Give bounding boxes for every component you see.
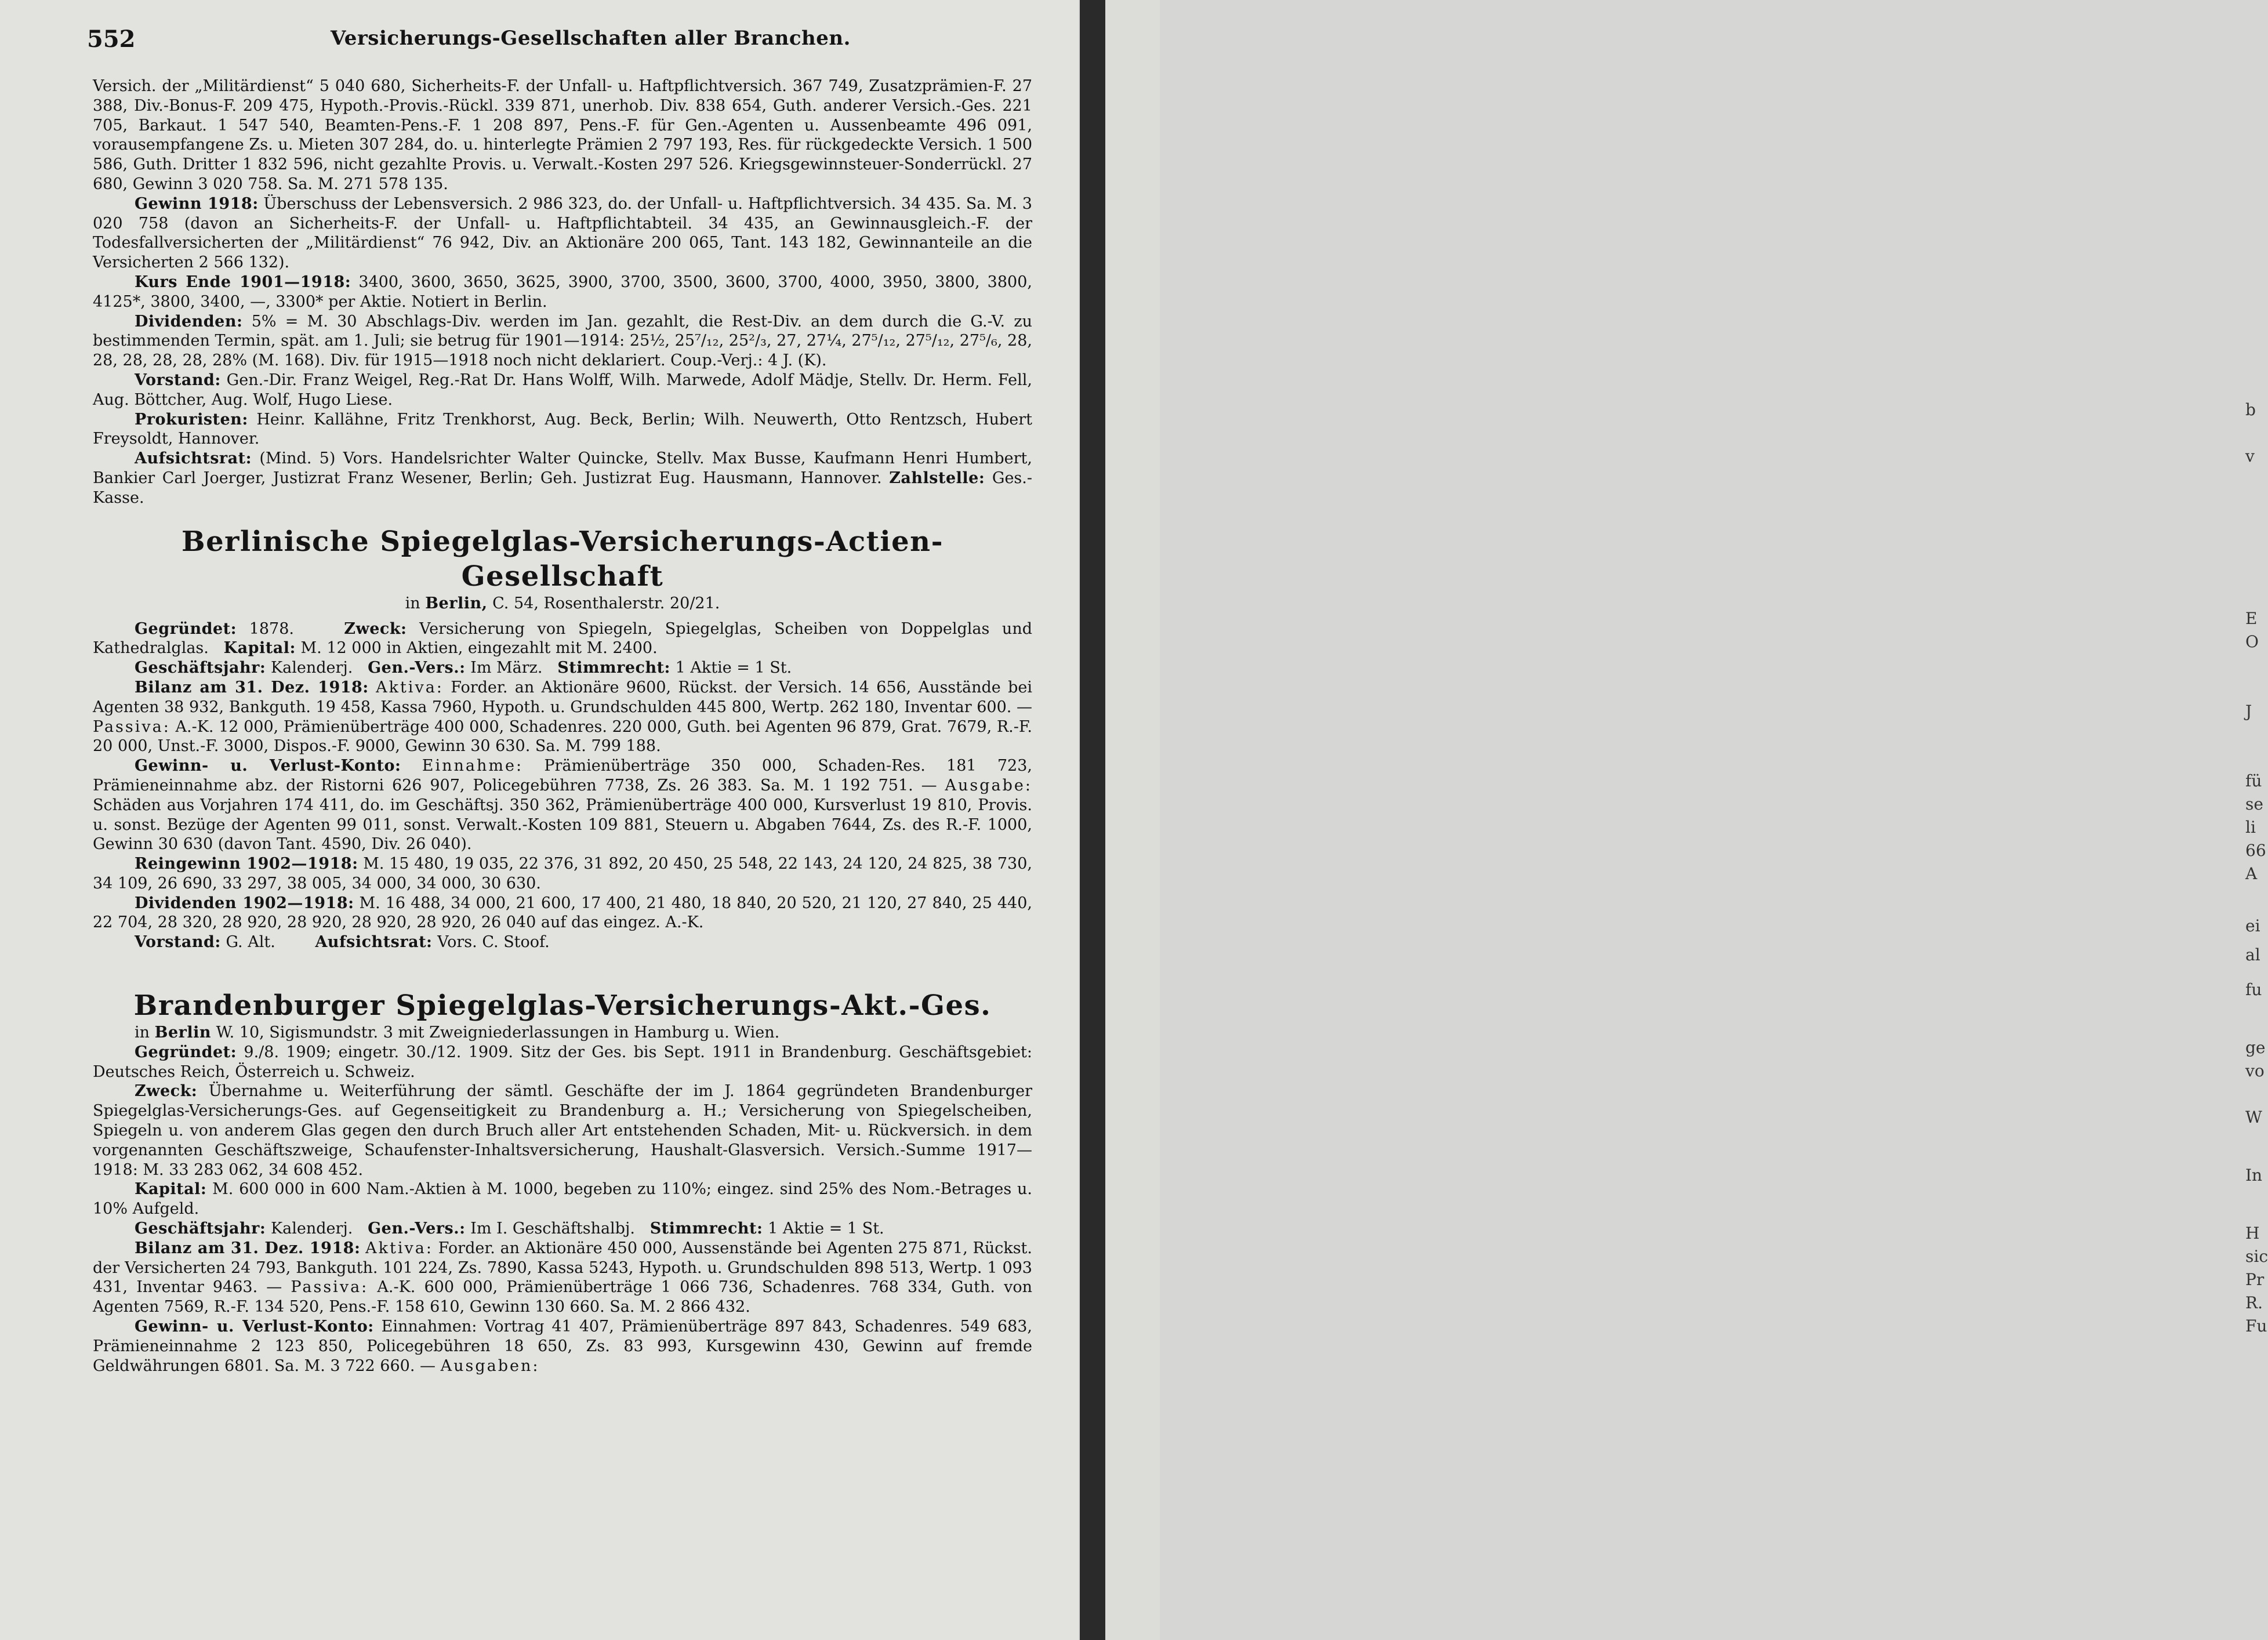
gewinn-label: Gewinn 1918: (135, 194, 259, 213)
adjacent-page-fragment: al (2245, 945, 2260, 964)
brandenburger-kapital: Kapital: M. 600 000 in 600 Nam.-Aktien à M. 1000, begeben zu 110%; eingez. sind 25% des Nom.-Betrages u. 10% Aufgeld. (93, 1180, 1032, 1218)
carryover-balance: Versich. der „Militärdienst“ 5 040 680, Sicherheits-F. der Unfall- u. Haftpflichtversich. 367 749, Zusatzprämien-F. 27 388, Div.-Bonus-F. 209 475, Hypoth.-Provis.-Rückl. 339 871, unerhob. Div. 838 654, Guth. anderer Versich.-Ges. 221 705, Barkaut. 1 547 540, Beamten-Pens.-F. 1 208 897, Pens.-F. für Gen.-Agenten u. Aussenbeamte 496 091, vorausempfangene Zs. u. Mieten 307 284, do. u. hinterlegte Prämien 2 797 193, Res. für rückgedeckte Versich. 1 500 586, Guth. Dritter 1 832 596, nicht gezahlte Provis. u. Verwalt.-Kosten 297 526. Kriegsgewinnsteuer-Sonderrückl. 27 680, Gewinn 3 020 758. Sa. M. 271 578 135. (93, 77, 1032, 193)
dividenden-label: Dividenden: (135, 312, 243, 331)
aufsichtsrat-label: Aufsichtsrat: (135, 449, 252, 468)
adjacent-page-fragment: b (2245, 400, 2256, 419)
adjacent-page-fragment: Fu (2245, 1316, 2267, 1336)
berlinische-location: in Berlin, C. 54, Rosenthalerstr. 20/21. (405, 594, 720, 612)
carryover-prokuristen: Prokuristen: Heinr. Kallähne, Fritz Trenkhorst, Aug. Beck, Berlin; Wilh. Neuwerth, Otto Rentzsch, Hubert Freysoldt, Hannover. (93, 410, 1032, 448)
berlinische-gegruendet: Gegründet: 1878. Zweck: Versicherung von Spiegeln, Spiegelglas, Scheiben von Doppelglas und Kathedralglas. Kapital: M. 12 000 in Aktien, eingezahlt mit M. 2400. (93, 619, 1032, 658)
document-page (0, 0, 1079, 1640)
zahlstelle-label: Zahlstelle: (889, 469, 985, 487)
adjacent-page-fragment: se (2245, 794, 2263, 814)
adjacent-page-fragment: In (2245, 1166, 2263, 1185)
running-title: Versicherungs-Gesellschaften aller Branchen. (331, 27, 851, 50)
adjacent-page-fragment: R. (2245, 1293, 2263, 1312)
page-header (87, 22, 1026, 57)
section-title-brandenburger: Brandenburger Spiegelglas-Versicherungs-Akt.-Ges. (133, 989, 992, 1022)
brandenburger-bilanz: Bilanz am 31. Dez. 1918: Aktiva: Forder. an Aktionäre 450 000, Aussenstände bei Agenten 275 871, Rückst. der Versicherten 24 793, Bankguth. 101 224, Zs. 7890, Kassa 5243, Hypoth. u. Grundschulden 898 513, Wertp. 1 093 431, Inventar 9463. — Passiva: A.-K. 600 000, Prämienüberträge 1 066 736, Schadenres. 768 334, Guth. von Agenten 7569, R.-F. 134 520, Pens.-F. 158 610, Gewinn 130 660. Sa. M. 2 866 432. (93, 1239, 1032, 1316)
adjacent-page-fragment: W (2245, 1108, 2262, 1127)
vorstand-label: Vorstand: (135, 371, 221, 389)
brandenburger-guv: Gewinn- u. Verlust-Konto: Einnahmen: Vortrag 41 407, Prämienüberträge 897 843, Schadenres. 549 683, Prämieneinnahme 2 123 850, Policegebühren 18 650, Zs. 83 993, Kursgewinn 430, Gewinn auf fremde Geldwährungen 6801. Sa. M. 3 722 660. — Ausgaben: (93, 1318, 1033, 1375)
prokuristen-label: Prokuristen: (135, 410, 248, 429)
brandenburger-zweck: Zweck: Übernahme u. Weiterführung der sämtl. Geschäfte der im J. 1864 gegründeten Brandenburger Spiegelglas-Versicherungs-Ges. auf Gegenseitigkeit zu Brandenburg a. H.; Versicherung von Spiegelscheiben, Spiegeln u. von anderem Glas gegen den durch Bruch aller Art entstehenden Schaden, Mit- u. Rückversich. in dem vorgenannten Geschäftszweige, Schaufenster-Inhaltsversicherung, Haushalt-Glasversich. Versich.-Summe 1917—1918: M. 33 283 062, 34 608 452. (93, 1082, 1032, 1179)
adjacent-page-fragment: H (2245, 1224, 2260, 1243)
adjacent-page-fragment: ge (2245, 1038, 2266, 1057)
page-content (93, 77, 1032, 1376)
berlinische-dividenden: Dividenden 1902—1918: M. 16 488, 34 000, 21 600, 17 400, 21 480, 18 840, 20 520, 21 120, 27 840, 25 440, 22 704, 28 320, 28 920, 28 920, 28 920, 28 920, 26 040 auf das eingez. A.-K. (93, 894, 1032, 932)
adjacent-page-fragment: ei (2245, 916, 2260, 935)
carryover-gewinn: Gewinn 1918: Überschuss der Lebensversich. 2 986 323, do. der Unfall- u. Haftpflichtversich. 34 435. Sa. M. 3 020 758 (davon an Sicherheits-F. der Unfall- u. Haftpflichtabteil. 34 435, an Gewinnausgleich.-F. der Todesfallversicherten der „Militärdienst“ 76 942, Div. an Aktionäre 200 065, Tant. 143 182, Gewinnanteile an die Versicherten 2 566 132). (93, 194, 1032, 272)
berlinische-reingewinn: Reingewinn 1902—1918: M. 15 480, 19 035, 22 376, 31 892, 20 450, 25 548, 22 143, 24 120, 24 825, 38 730, 34 109, 26 690, 33 297, 38 005, 34 000, 34 000, 30 630. (93, 855, 1032, 892)
berlinische-guv: Gewinn- u. Verlust-Konto: Einnahme: Prämienüberträge 350 000, Schaden-Res. 181 723, Prämieneinnahme abz. der Ristorni 626 907, Policegebühren 7738, Zs. 26 383. Sa. M. 1 192 751. — Ausgabe: Schäden aus Vorjahren 174 411, do. im Geschäftsj. 350 362, Prämienüberträge 400 000, Kursverlust 19 810, Provis. u. sonst. Bezüge der Agenten 99 011, sonst. Verwalt.-Kosten 109 881, Steuern u. Abgaben 7644, Zs. des R.-F. 1000, Gewinn 30 630 (davon Tant. 4590, Div. 26 040). (93, 757, 1032, 854)
adjacent-page-fragment: Pr (2245, 1270, 2265, 1289)
adjacent-page-fragment: J (2245, 702, 2252, 721)
brandenburger-gegruendet: Gegründet: 9./8. 1909; eingetr. 30./12. 1909. Sitz der Ges. bis Sept. 1911 in Brandenburg. Geschäftsgebiet: Deutsches Reich, Österreich u. Schweiz. (93, 1043, 1032, 1081)
adjacent-page-fragment: v (2245, 447, 2255, 466)
brandenburger-location: in Berlin W. 10, Sigismundstr. 3 mit Zweigniederlassungen in Hamburg u. Wien. (135, 1024, 780, 1042)
adjacent-page-fragment: vo (2245, 1061, 2265, 1080)
adjacent-page-fragment: fu (2245, 980, 2262, 999)
adjacent-page-fragment: O (2245, 632, 2259, 651)
berlinische-vorstand: Vorstand: G. Alt. Aufsichtsrat: Vors. C. Stoof. (135, 933, 550, 952)
adjacent-page-fragment: sic (2245, 1247, 2268, 1266)
carryover-dividenden: Dividenden: 5% = M. 30 Abschlags-Div. werden im Jan. gezahlt, die Rest-Div. an dem durch die G.-V. zu bestimmenden Termin, spät. am 1. Juli; sie betrug für 1901—1914: 25½, 25⁷/₁₂, 25²/₃, 27, 27¼, 27⁵/₁₂, 27⁵/₁₂, 27⁵/₆, 28, 28, 28, 28, 28, 28% (M. 168). Div. für 1915—1918 noch nicht deklariert. Coup.-Verj.: 4 J. (K). (93, 312, 1032, 370)
adjacent-page-fragment: A (2245, 864, 2258, 883)
book-gutter (1080, 0, 1105, 1640)
brandenburger-geschaeftsjahr: Geschäftsjahr: Kalenderj. Gen.-Vers.: Im I. Geschäftshalbj. Stimmrecht: 1 Aktie = 1 St. (135, 1220, 884, 1238)
carryover-vorstand: Vorstand: Gen.-Dir. Franz Weigel, Reg.-Rat Dr. Hans Wolff, Wilh. Marwede, Adolf Mädje, Stellv. Dr. Herm. Fell, Aug. Böttcher, Aug. Wolf, Hugo Liese. (93, 371, 1032, 409)
adjacent-page-edge (1105, 0, 2268, 1640)
page-number: 552 (87, 26, 136, 53)
adjacent-page-fragment: 66 (2245, 841, 2266, 860)
carryover-kurs: Kurs Ende 1901—1918: 3400, 3600, 3650, 3625, 3900, 3700, 3500, 3600, 3700, 4000, 3950, 3800, 3800, 4125*, 3800, 3400, —, 3300* per Aktie. Notiert in Berlin. (93, 273, 1032, 311)
adjacent-page-fragment: E (2245, 609, 2258, 628)
adjacent-page-fragment: fü (2245, 771, 2262, 790)
section-title-berlinische: Berlinische Spiegelglas-Versicherungs-Actien-Gesellschaft (182, 525, 944, 593)
carryover-aufsichtsrat: Aufsichtsrat: (Mind. 5) Vors. Handelsrichter Walter Quincke, Stellv. Max Busse, Kaufmann Henri Humbert, Bankier Carl Joerger, Justizrat Franz Wesener, Berlin; Geh. Justizrat Eug. Hausmann, Hannover. Zahlstelle: Ges.-Kasse. (93, 449, 1032, 507)
berlinische-geschaeftsjahr: Geschäftsjahr: Kalenderj. Gen.-Vers.: Im März. Stimmrecht: 1 Aktie = 1 St. (135, 659, 792, 677)
adjacent-page-fragment: li (2245, 818, 2256, 837)
kurs-label: Kurs Ende 1901—1918: (135, 273, 351, 291)
berlinische-bilanz: Bilanz am 31. Dez. 1918: Aktiva: Forder. an Aktionäre 9600, Rückst. der Versich. 14 656, Ausstände bei Agenten 38 932, Bankguth. 19 458, Kassa 7960, Hypoth. u. Grundschulden 445 800, Wertp. 262 180, Inventar 600. — Passiva: A.-K. 12 000, Prämienüberträge 400 000, Schadenres. 220 000, Guth. bei Agenten 96 879, Grat. 7679, R.-F. 20 000, Unst.-F. 3000, Dispos.-F. 9000, Gewinn 30 630. Sa. M. 799 188. (93, 678, 1032, 756)
